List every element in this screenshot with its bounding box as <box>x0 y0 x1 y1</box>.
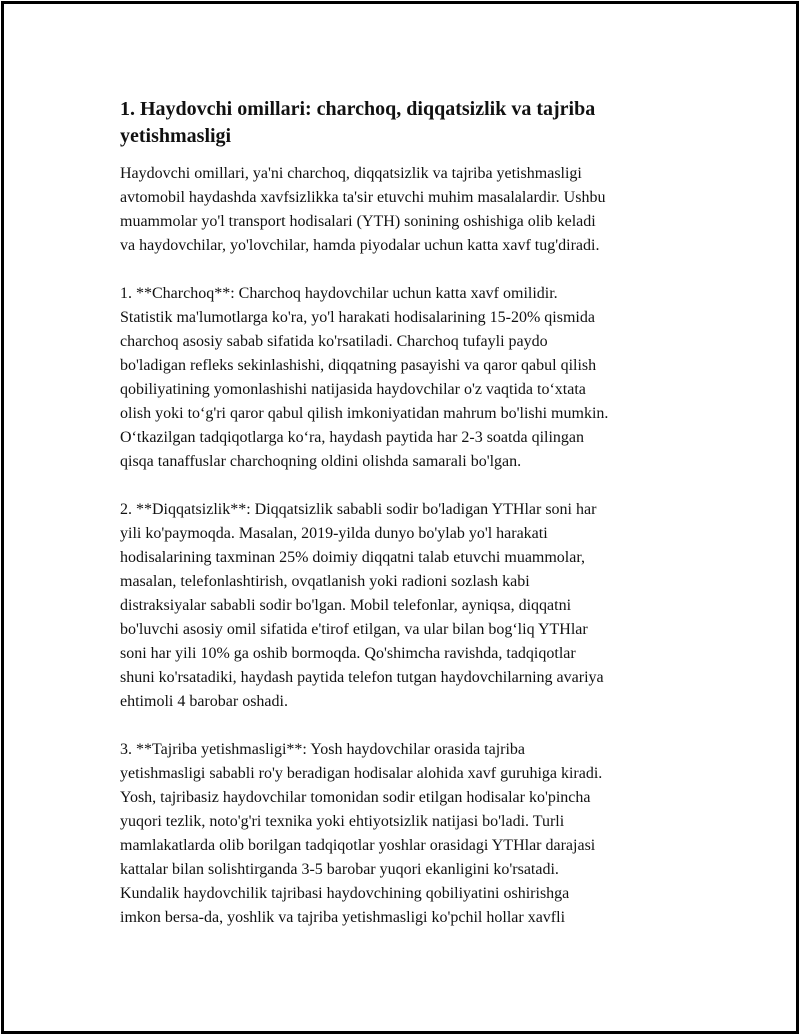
charchoq-paragraph: 1. **Charchoq**: Charchoq haydovchilar uchun katta xavf omilidir. Statistik ma'lumotlarga ko'ra, yo'l harakati hodisalarining 15-20% qismida charchoq asosiy sabab sifatida ko'rsatiladi. Charchoq tufayli paydo bo'ladigan refleks sekinlashishi, diqqatning pasayishi va qaror qabul qilish qobiliyatining yomonlashishi natijasida haydovchilar o'z vaqtida to‘xtata olish yoki to‘g'ri qaror qabul qilish imkoniyatidan mahrum bo'lishi mumkin. O‘tkazilgan tadqiqotlarga ko‘ra, haydash paytida har 2-3 soatda qilingan qisqa tanaffuslar charchoqning oldini olishda samarali bo'lgan. <box>120 285 609 470</box>
document-page <box>1 1 799 1034</box>
diqqatsizlik-paragraph: 2. **Diqqatsizlik**: Diqqatsizlik sababli sodir bo'ladigan YTHlar soni har yili ko'paymoqda. Masalan, 2019-yilda dunyo bo'ylab yo'l harakati hodisalarining taxminan 25% doimiy diqqatni talab etuvchi muammolar, masalan, telefonlashtirish, ovqatlanish yoki radioni sozlash kabi distraksiyalar sababli sodir bo'lgan. Mobil telefonlar, ayniqsa, diqqatni bo'luvchi asosiy omil sifatida e'tirof etilgan, va ular bilan bog‘liq YTHlar soni har yili 10% ga oshib bormoqda. Qo'shimcha ravishda, tadqiqotlar shuni ko'rsatadiki, haydash paytida telefon tutgan haydovchilarning avariya ehtimoli 4 barobar oshadi. <box>120 501 604 710</box>
section-title: 1. Haydovchi omillari: charchoq, diqqatsizlik va tajriba yetishmasligi <box>120 98 596 147</box>
tajriba-paragraph: 3. **Tajriba yetishmasligi**: Yosh haydovchilar orasida tajriba yetishmasligi sababli ro'y beradigan hodisalar alohida xavf guruhiga kiradi. Yosh, tajribasiz haydovchilar tomonidan sodir etilgan hodisalar ko'pincha yuqori tezlik, noto'g'ri texnika yoki ehtiyotsizlik natijasi bo'ladi. Turli mamlakatlarda olib borilgan tadqiqotlar yoshlar orasidagi YTHlar darajasi kattalar bilan solishtirganda 3-5 barobar yuqori ekanligini ko'rsatadi. Kundalik haydovchilik tajribasi haydovchining qobiliyatini oshirishga imkon bersa-da, yoshlik va tajriba yetishmasligi ko'pchil hollar xavfli <box>120 741 603 926</box>
intro-paragraph: Haydovchi omillari, ya'ni charchoq, diqqatsizlik va tajriba yetishmasligi avtomobil haydashda xavfsizlikka ta'sir etuvchi muhim masalalardir. Ushbu muammolar yo'l transport hodisalari (YTH) sonining oshishiga olib keladi va haydovchilar, yo'lovchilar, hamda piyodalar uchun katta xavf tug'diradi. <box>120 165 606 254</box>
document-body <box>120 96 690 930</box>
